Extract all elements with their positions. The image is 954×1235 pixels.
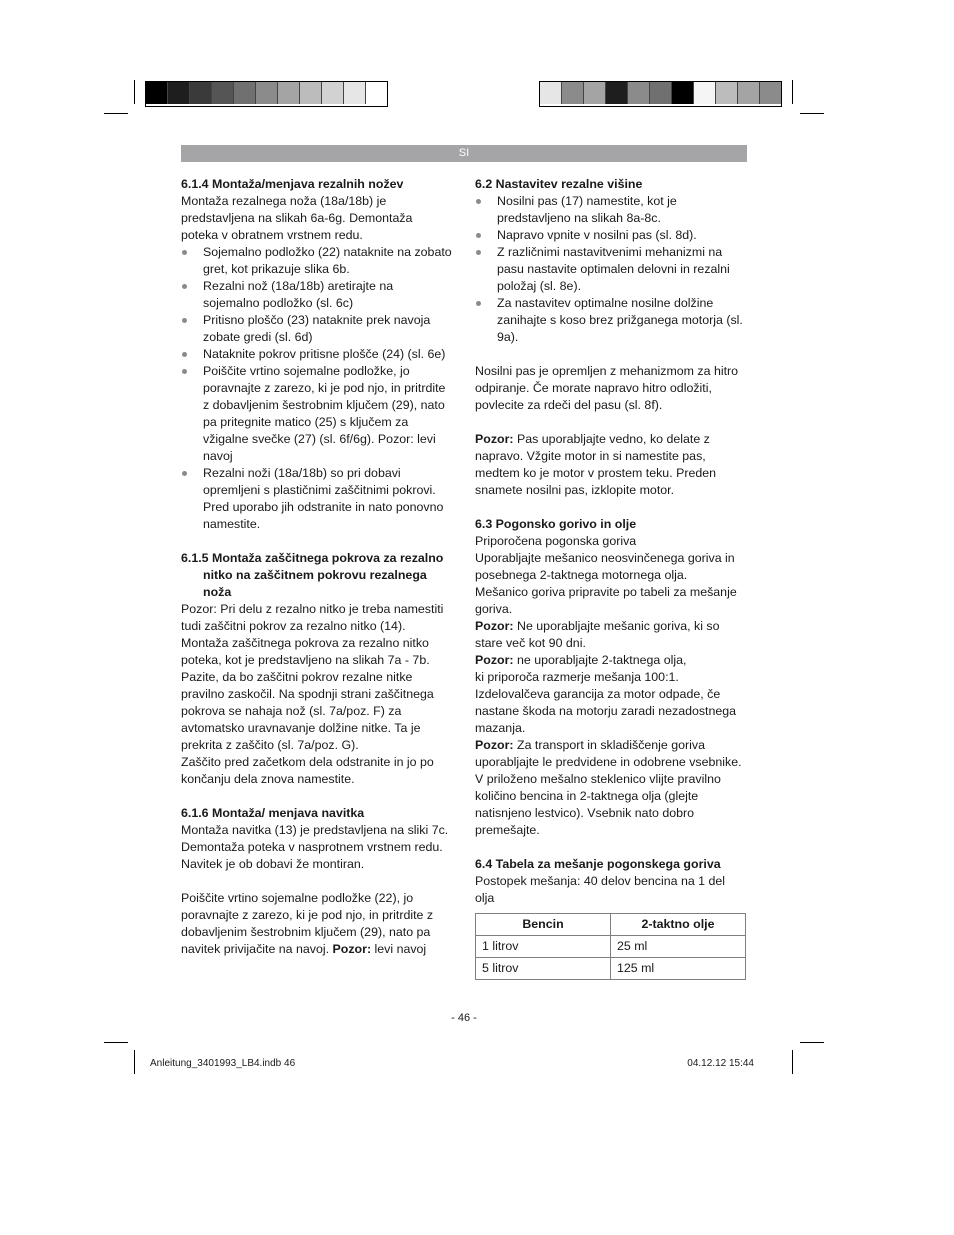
- section-6-1-6-title: 6.1.6 Montaža/ menjava navitka: [181, 806, 365, 820]
- color-swatch: [190, 82, 212, 104]
- section-6-1-5-text: Montaža zaščitnega pokrova za rezalno nitko poteka, kot je predstavljeno na slikah 7a - 7b. Pazite, da bo zaščitni pokrov rezalne nitke pravilno zaskočil. Na spodnji strani zaščitnega pokrova se nahaja nož (sl. 7a/poz. F) za avtomatsko uravnavanje dolžine nitke. Ta je prekrita z zaščito (sl. 7a/poz. G).: [181, 636, 434, 752]
- section-6-3-warning: Pozor: ne uporabljajte 2-taktnega olja,: [475, 653, 687, 667]
- section-6-3-text: V priloženo mešalno steklenico vlijte pravilno količino bencina in 2-taktnega olja (glejte natisnjeno lestvico). Vsebnik nato dobro premešajte.: [475, 772, 721, 837]
- crop-mark: [104, 113, 128, 114]
- crop-mark: [800, 1042, 824, 1043]
- crop-mark: [800, 113, 824, 114]
- color-swatch: [212, 82, 234, 104]
- table-header: Bencin: [476, 914, 611, 936]
- list-item: Rezalni nož (18a/18b) aretirajte na sojemalno podložko (sl. 6c): [181, 278, 453, 312]
- footer-timestamp: 04.12.12 15:44: [687, 1058, 754, 1069]
- color-swatch: [650, 82, 672, 104]
- color-swatch: [146, 82, 168, 104]
- section-6-3-warning: Pozor: Za transport in skladiščenje goriva uporabljajte le predvidene in odobrene vsebnike.: [475, 738, 742, 769]
- crop-mark: [104, 1042, 128, 1043]
- section-6-2-list: [475, 193, 747, 346]
- color-swatch: [628, 82, 650, 104]
- section-6-3-text: Izdelovalčeva garancija za motor odpade, če nastane škoda na motorju zaradi nezadostnega mazanja.: [475, 687, 737, 735]
- color-swatch: [694, 82, 716, 104]
- color-swatch: [738, 82, 760, 104]
- section-6-1-6-text: Montaža navitka (13) je predstavljena na sliki 7c. Demontaža poteka v nasprotnem vrstnem redu. Navitek je ob dobavi že montiran.: [181, 823, 449, 871]
- color-swatch: [234, 82, 256, 104]
- list-item: Za nastavitev optimalne nosilne dolžine zanihajte s koso brez prižganega motorja (sl. 9a).: [475, 295, 747, 346]
- list-item: Sojemalno podložko (22) nataknite na zobato gret, kot prikazuje slika 6b.: [181, 244, 453, 278]
- section-6-1-6-text: Poiščite vrtino sojemalne podložke (22), jo poravnajte z zarezo, ki je pod njo, in pritrdite z dobavljenim šestrobnim ključem (29), nato pa navitek privijačite na navoj. Pozor: levi navoj: [181, 891, 434, 956]
- section-6-3-title: 6.3 Pogonsko gorivo in olje: [475, 517, 637, 531]
- color-swatch: [584, 82, 606, 104]
- section-6-1-4-title: 6.1.4 Montaža/menjava rezalnih nožev: [181, 177, 404, 191]
- section-6-1-5-title: 6.1.5 Montaža zaščitnega pokrova za rezalno nitko na zaščitnem pokrovu rezalnega noža: [181, 551, 444, 599]
- page-number: - 46 -: [451, 1012, 477, 1024]
- color-swatch: [672, 82, 694, 104]
- footer-file-name: Anleitung_3401993_LB4.indb 46: [150, 1058, 296, 1069]
- table-cell: 5 litrov: [476, 958, 611, 980]
- section-6-3-text: ki priporoča razmerje mešanja 100:1.: [475, 670, 679, 684]
- list-item: Napravo vpnite v nosilni pas (sl. 8d).: [475, 227, 747, 244]
- section-6-3-text: Priporočena pogonska goriva: [475, 534, 637, 548]
- section-6-1-4-list: [181, 244, 453, 533]
- color-swatch: [366, 82, 387, 104]
- color-swatch: [540, 82, 562, 104]
- table-row: [476, 936, 746, 958]
- table-cell: 25 ml: [611, 936, 746, 958]
- color-swatch: [256, 82, 278, 104]
- color-swatch: [278, 82, 300, 104]
- list-item: Nataknite pokrov pritisne plošče (24) (sl. 6e): [181, 346, 453, 363]
- section-6-1-5-text: Pozor: Pri delu z rezalno nitko je treba namestiti tudi zaščitni pokrov za rezalno nitko (14).: [181, 602, 444, 633]
- list-item: Rezalni noži (18a/18b) so pri dobavi opremljeni s plastičnimi zaščitnimi pokrovi. Pred uporabo jih odstranite in nato ponovno namestite.: [181, 465, 453, 533]
- list-item: Poiščite vrtino sojemalne podložke, jo poravnajte z zarezo, ki je pod njo, in pritrdite z dobavljenim šestrobnim ključem (29), nato pa pritegnite matico (25) s ključem za vžigalne svečke (27) (sl. 6f/6g). Pozor: levi navoj: [181, 363, 453, 465]
- right-column: [475, 176, 747, 980]
- color-swatch: [716, 82, 738, 104]
- section-6-3-warning: Pozor: Ne uporabljajte mešanic goriva, ki so stare več kot 90 dni.: [475, 619, 720, 650]
- list-item: Nosilni pas (17) namestite, kot je predstavljeno na slikah 8a-8c.: [475, 193, 747, 227]
- color-swatch: [300, 82, 322, 104]
- crop-mark: [792, 80, 793, 104]
- color-swatch: [562, 82, 584, 104]
- table-cell: 1 litrov: [476, 936, 611, 958]
- color-swatch: [760, 82, 781, 104]
- color-swatch: [168, 82, 190, 104]
- section-6-1-4-intro: Montaža rezalnega noža (18a/18b) je predstavljena na slikah 6a-6g. Demontaža poteka v obratnem vrstnem redu.: [181, 194, 413, 242]
- table-cell: 125 ml: [611, 958, 746, 980]
- list-item: Z različnimi nastavitvenimi mehanizmi na pasu nastavite optimalen delovni in rezalni položaj (sl. 8e).: [475, 244, 747, 295]
- section-6-2-warning: Pozor: Pas uporabljajte vedno, ko delate z napravo. Vžgite motor in si namestite pas, medtem ko je motor v prostem teku. Preden snamete nosilni pas, izklopite motor.: [475, 432, 717, 497]
- color-swatch: [344, 82, 366, 104]
- table-header-row: [476, 914, 746, 936]
- crop-mark: [134, 1050, 135, 1074]
- section-6-3-text: Mešanico goriva pripravite po tabeli za mešanje goriva.: [475, 585, 737, 616]
- section-6-4-title: 6.4 Tabela za mešanje pogonskega goriva: [475, 857, 721, 871]
- section-6-2-text: Nosilni pas je opremljen z mehanizmom za hitro odpiranje. Če morate napravo hitro odložiti, povlecite za rdeči del pasu (sl. 8f).: [475, 364, 739, 412]
- color-swatch: [606, 82, 628, 104]
- table-row: [476, 958, 746, 980]
- color-bar-right: [539, 81, 782, 107]
- crop-mark: [792, 1050, 793, 1074]
- mixing-table: [475, 913, 746, 980]
- section-6-1-5-text: Zaščito pred začetkom dela odstranite in jo po končanju dela znova namestite.: [181, 755, 434, 786]
- section-6-2-title: 6.2 Nastavitev rezalne višine: [475, 177, 643, 191]
- color-bar-left: [145, 81, 388, 107]
- section-6-3-text: Uporabljajte mešanico neosvinčenega goriva in posebnega 2-taktnega motornega olja.: [475, 551, 735, 582]
- language-bar: SI: [181, 145, 747, 162]
- table-header: 2-taktno olje: [611, 914, 746, 936]
- crop-mark: [134, 80, 135, 104]
- list-item: Pritisno ploščo (23) nataknite prek navoja zobate gredi (sl. 6d): [181, 312, 453, 346]
- color-swatch: [322, 82, 344, 104]
- left-column: [181, 176, 453, 958]
- section-6-4-text: Postopek mešanja: 40 delov bencina na 1 del olja: [475, 874, 726, 905]
